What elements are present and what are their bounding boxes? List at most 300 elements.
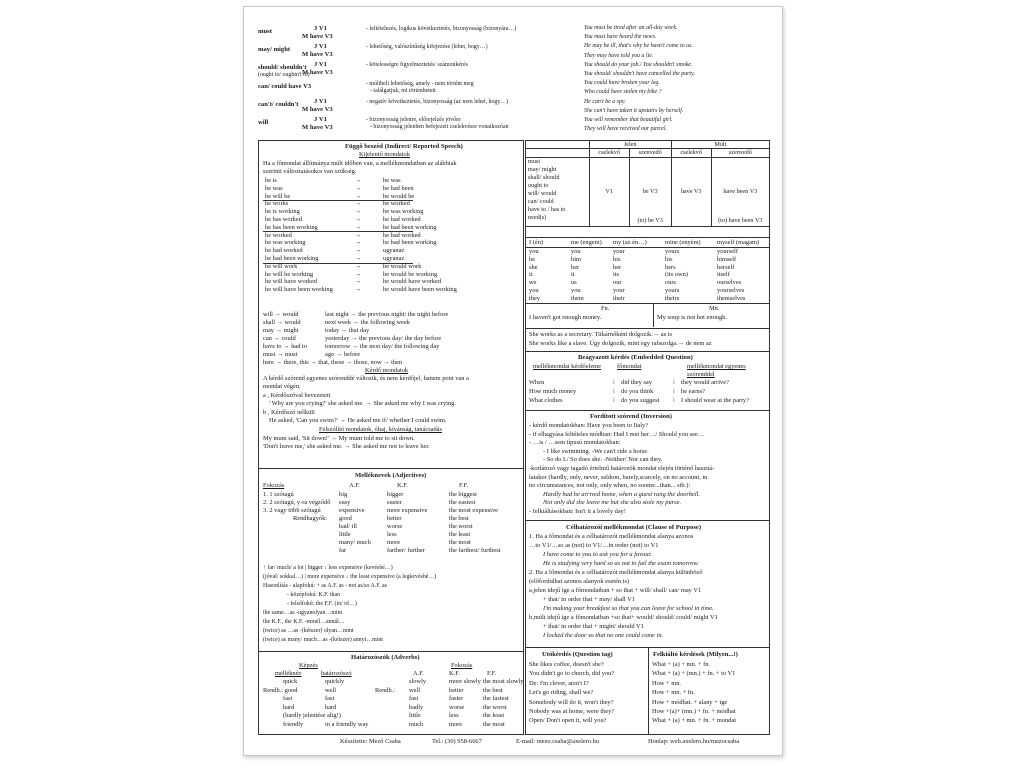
- pronoun-cell: your: [613, 287, 625, 294]
- as-example: She works as a secretary. Titkárnőként dolgozik.→ as is: [529, 331, 672, 338]
- purpose-line: (előfordulhat azonos alanyok esetén is): [529, 578, 630, 585]
- modal-form-value: V1: [605, 188, 613, 196]
- shift-from: he will have worked: [265, 278, 317, 286]
- exclamation-line: How +(a)+ (mn.) + fn. + módhat: [652, 708, 736, 715]
- shift-from: he worked: [265, 231, 292, 239]
- shift-to: he had been working: [383, 239, 437, 247]
- adverb-form: quickly: [325, 678, 345, 685]
- adverb-header: határozószó: [321, 670, 352, 677]
- voice-header: cselekvő: [671, 149, 711, 157]
- as-like-box: [525, 328, 770, 352]
- shift-from: he has worked: [265, 216, 302, 223]
- modal-verb: can/ could have V3: [258, 83, 312, 90]
- adjective-cell: Rendhagyók:: [293, 515, 328, 522]
- modal-name: must: [528, 157, 541, 165]
- adjectives-title: Melléknevek (Adjectives): [355, 472, 427, 479]
- exclamation-line: How + mn. + fn.: [652, 689, 695, 697]
- modal-form: M have V3: [302, 32, 333, 40]
- purpose-box: [525, 520, 770, 648]
- modal-name: can/ could: [528, 197, 554, 205]
- pronoun-cell: you: [529, 248, 539, 255]
- adverb-header: melléknév: [275, 670, 302, 677]
- adverb-comparison: better: [449, 686, 464, 694]
- inversion-line: Not only did she leave me but she also stole my purse.: [543, 499, 682, 507]
- embedded-cell: What clothes: [529, 397, 563, 404]
- pronoun-header: I (én): [529, 239, 544, 246]
- adjective-cell: the farthest/ furthest: [449, 547, 501, 554]
- modal-form-bottom: (to) be V3: [637, 216, 663, 224]
- questions-heading: Kérdő mondatok: [365, 367, 409, 374]
- shift-arrow: →: [355, 216, 362, 223]
- tense-header: Jelen: [589, 141, 671, 149]
- adverb-adjective: Rendh.: good: [263, 686, 298, 694]
- adjective-cell: the least: [449, 531, 471, 538]
- pronoun-cell: ours: [665, 279, 677, 287]
- adverb-form: fast: [325, 695, 335, 702]
- exclamation-line: What + (a) + mn. + fn. + mondat: [652, 717, 736, 725]
- adverb-comparison: slowly: [409, 678, 427, 685]
- embedded-header: mellékmondat egyenes szórenddel: [687, 363, 746, 378]
- indirect-speech-title: Függő beszéd (Indirect/ Reported Speech): [345, 143, 463, 150]
- pronoun-box: [525, 237, 770, 329]
- embedded-cell: did they say: [621, 379, 652, 386]
- pronoun-cell: yours: [665, 248, 680, 255]
- shift-to: he had worked: [383, 216, 421, 223]
- modal-shift: must → must: [263, 351, 298, 358]
- modal-name: will/ would: [528, 189, 557, 197]
- pronoun-cell: he: [529, 255, 536, 263]
- adjective-note: ↑ far/ much/ a lot | bigger ↓ less expensive (kevésbé…): [263, 565, 393, 571]
- inversion-line: - …is / …sem típusú mondatokban:: [529, 439, 621, 447]
- shift-from: he will have been working: [265, 286, 333, 294]
- blank-cell: [526, 141, 590, 149]
- imperative-example-1: My mum said, 'Sit down!' → My mum told me to sit down.: [263, 435, 415, 442]
- adjective-comparison-table: [263, 482, 521, 557]
- modal-shift: can → could: [263, 335, 296, 342]
- shift-to: he had been: [383, 184, 414, 192]
- embedded-header: mellékmondat kérdőeleme: [533, 363, 601, 370]
- adverb-comparison: more: [449, 720, 463, 728]
- adjective-note: - felsőfokú: the F.F. (in/ of…): [287, 601, 357, 607]
- shift-arrow: →: [355, 177, 362, 184]
- adjective-cell: worse: [387, 523, 403, 530]
- modal-meaning: - lehetőség, valószínűség kifejezése (lehet, hogy…): [366, 43, 488, 50]
- modal-verb: may/ might: [258, 46, 291, 53]
- embedded-table: [529, 363, 767, 409]
- embedded-question-box: [525, 351, 770, 411]
- adjective-header: Fokozás: [263, 482, 285, 489]
- modal-meaning: - találgatjuk, mi történhetett: [370, 88, 436, 94]
- pronoun-cell: her: [571, 263, 580, 271]
- pronoun-cell: yours: [665, 287, 680, 294]
- purpose-line: b,múlt idejű ige a főmondatban +so that+ would/ should/ could/ might V1: [529, 614, 718, 621]
- enough-noun-example: I haven't got enough money.: [529, 314, 602, 321]
- embedded-separator: ⁞: [673, 388, 675, 395]
- adverb-comparison: more slowly: [449, 678, 481, 685]
- question-tag-line: Let's go riding, shall we?: [529, 689, 594, 697]
- adjective-note: (twice) as …as -(kétszer) olyan…mint: [263, 628, 354, 634]
- adjective-header: K.F.: [397, 482, 408, 489]
- shift-to: he would be: [383, 192, 415, 200]
- footer-website[interactable]: Honlap: web.axelero.hu/mezocsaba: [648, 738, 740, 745]
- tense-shift-list: [263, 177, 519, 297]
- purpose-line: …to V1/…so as (not) to V1/…in order (not) to V1: [529, 542, 659, 549]
- modal-name: ought to: [528, 181, 549, 189]
- indirect-intro-2: szerinti változtatásokra van szükség.: [263, 168, 357, 175]
- embedded-separator: ⁞: [613, 379, 615, 386]
- modal-meaning: - feltételezés, logikus következtetés, bizonyosság (bizonyára…): [366, 25, 517, 32]
- modal-form-cell: [629, 157, 671, 226]
- adjective-cell: more expensive: [387, 507, 428, 514]
- adverbs-fokozas: Fokozás: [451, 662, 473, 669]
- adverb-adjective: (hardly jelentése alig!): [283, 712, 341, 719]
- modal-example: You should do your job./ You shouldn't smoke.: [584, 61, 693, 68]
- modal-example: You will remember that beautiful girl.: [584, 117, 673, 123]
- inversion-line: - So do I./ So does she. -Neither/ Nor can they.: [543, 456, 663, 464]
- pronoun-cell: (its own): [665, 271, 688, 279]
- modal-shift: have to → had to: [263, 343, 308, 350]
- adjective-cell: bad/ ill: [339, 523, 357, 530]
- purpose-title: Célhatározói mellékmondat (Clause of Purpose): [566, 524, 702, 531]
- shift-from: he had been working: [265, 255, 319, 262]
- inversion-line: - if elhagyása feltételes módban: Had I met her…/ Should you see…: [529, 430, 705, 438]
- time-shift: today → that day: [325, 327, 370, 334]
- enough-adj-example: My soup is not hot enough.: [657, 314, 727, 321]
- pronoun-cell: we: [529, 279, 537, 287]
- adverb-adjective: quick: [283, 678, 298, 685]
- pronoun-header: myself (magam): [717, 239, 760, 246]
- pronoun-table: [529, 239, 767, 325]
- modal-form-value: be V3: [642, 188, 658, 196]
- modal-verb: should/ shouldn't: [258, 64, 307, 71]
- purpose-line: I'm making your breakfast so that you can leave for school in time.: [543, 605, 714, 612]
- indirect-intro-1: Ha a főmondat állítmánya múlt időben van, a mellékmondatban az alábbiak: [263, 160, 457, 167]
- adverb-header: K.F.: [449, 670, 460, 677]
- shift-from: he is: [265, 177, 277, 184]
- adverb-form: in a friendly way: [325, 720, 369, 728]
- adjective-cell: the most expensive: [449, 507, 498, 514]
- time-shift: last night → the previous night/ the night before: [325, 311, 449, 318]
- footer-author: Készítette: Mező Csaba: [340, 738, 401, 745]
- modal-form: M have V3: [302, 50, 333, 58]
- inversion-line: -korlátozó vagy tagadó értelmű határozók mondat elején történő haszná-: [529, 465, 715, 472]
- pronoun-cell: they: [529, 294, 541, 302]
- adjective-cell: bigger: [387, 491, 404, 498]
- shift-to: he would be working: [383, 270, 438, 278]
- like-example: She works like a slave. Úgy dolgozik, mint egy rabszolga.→ de nem az: [529, 340, 712, 347]
- inversion-line: - felkiáltásokban: Isn't it a lovely day!: [529, 508, 626, 515]
- shift-to: ugyanaz: [383, 255, 405, 262]
- embedded-header: főmondat: [617, 363, 642, 370]
- purpose-line: + that/ in order that + may/ shall V1: [543, 596, 635, 603]
- imperative-example-2: 'Don't leave me,' she asked me. → She asked me not to leave her.: [263, 443, 430, 450]
- purpose-lines: [529, 533, 767, 645]
- purpose-line: + that/ in order that + might/ should V1: [543, 623, 644, 630]
- tense-header: Múlt: [671, 141, 769, 149]
- shift-from: he is working: [265, 208, 300, 216]
- embedded-cell: do you think: [621, 388, 654, 395]
- adjective-cell: little: [339, 531, 351, 538]
- exclamation-line: How + mn.: [652, 679, 681, 687]
- adjective-cell: many/ much: [339, 539, 371, 546]
- adverb-comparison: the best: [483, 686, 503, 694]
- question-tag-box: [525, 647, 649, 735]
- question-type-b-example: He asked, 'Can you swim?' → He asked me if/ whether I could swim.: [269, 417, 447, 424]
- adjectives-box: [258, 468, 524, 652]
- here-there-line: here → there, this → that, these → those, now → then: [263, 359, 403, 366]
- pronoun-cell: herself: [717, 263, 735, 271]
- modal-name: have to / has to: [528, 205, 566, 213]
- adjective-comparison-notes: [263, 565, 521, 649]
- modal-form: J V1: [314, 61, 327, 68]
- inversion-title: Fordított szórend (Inversion): [590, 413, 672, 420]
- adverb-comparison: the least: [483, 712, 505, 719]
- blank-cell: [526, 149, 590, 157]
- pronoun-header: mine (enyém): [665, 239, 701, 246]
- modal-form: J V1: [314, 25, 327, 32]
- adjective-note: - középfokú: K.F. than: [287, 592, 341, 598]
- purpose-line: a,jelen idejű ige a főmondatban + so that + will/ shall/ can/ may V1: [529, 587, 702, 594]
- purpose-line: I have come to you to ask you for a favour.: [543, 551, 652, 558]
- pronoun-cell: us: [571, 279, 577, 287]
- time-shift: yesterday → the previous day/ the day before: [325, 335, 442, 342]
- modal-form: M have V3: [302, 105, 333, 113]
- imperative-heading: Felszólító mondatok, óhaj, kívánság, tanácsadás: [319, 426, 442, 433]
- modal-example: He may be ill, that's why he hasn't come to us.: [584, 43, 693, 50]
- pronoun-cell: themselves: [717, 294, 746, 302]
- enough-divider: [526, 303, 769, 304]
- pronoun-header: my (az én…): [613, 239, 647, 246]
- shift-arrow: →: [355, 200, 362, 208]
- shift-to: he worked: [383, 200, 410, 208]
- voice-header: szenvedő: [629, 149, 671, 157]
- modal-examples: [584, 25, 774, 137]
- adverb-adjective: friendly: [283, 720, 304, 728]
- question-tag-line: You didn't go to church, did you?: [529, 670, 615, 678]
- footer-email[interactable]: E-mail: mezo.csaba@axelero.hu: [516, 738, 600, 745]
- modal-form-cell: [711, 157, 769, 226]
- pronoun-cell: it: [529, 271, 533, 279]
- adjective-cell: the most: [449, 539, 471, 546]
- exclamation-line: What + (a) + (mn.) + fn. + to V1: [652, 670, 736, 678]
- adverb-comparison: well: [409, 686, 421, 694]
- pronoun-cell: its: [613, 271, 620, 279]
- shift-from: he has been working: [265, 223, 318, 231]
- embedded-separator: ⁞: [673, 397, 675, 404]
- shift-from: he was: [265, 184, 283, 192]
- modal-meaning: - kötelességre figyelmeztetés/ számonkérés: [366, 61, 468, 68]
- adverb-comparison: the fastest: [483, 695, 509, 702]
- adjective-cell: big: [339, 491, 348, 498]
- embedded-cell: he earns?: [681, 388, 705, 395]
- modal-perfect-section: [258, 25, 578, 137]
- pronoun-cell: her: [613, 263, 622, 271]
- embedded-cell: When: [529, 379, 545, 386]
- exclamation-title: Felkiáltó kérdések (Milyen...!): [653, 651, 738, 658]
- modal-meaning: - negatív következtetés, bizonyosság (az nem lehet, hogy…): [366, 98, 509, 105]
- purpose-line: I locked the door so that no one could come in.: [543, 632, 664, 639]
- pronoun-cell: she: [529, 263, 538, 271]
- adverbs-title: Határozószók (Adverbs): [351, 654, 420, 661]
- embedded-separator: ⁞: [613, 388, 615, 395]
- question-tag-line: Somebody will do it, won't they?: [529, 698, 614, 706]
- adjective-header: F.F.: [459, 482, 469, 489]
- adjective-cell: the biggest: [449, 491, 477, 498]
- modal-meaning: - múltbeli lehetőség, amely - nem történt meg: [366, 80, 474, 87]
- question-tag-lines: [529, 661, 647, 731]
- shift-from: he had worked: [265, 247, 303, 255]
- adverb-header: A.F.: [413, 670, 424, 677]
- grammar-sheet: [243, 6, 783, 756]
- time-shift: next week → the following week: [325, 319, 411, 326]
- modal-form-cell: [671, 157, 711, 226]
- modal-shift-list: [263, 311, 519, 361]
- modal-form-value: have V3: [680, 188, 702, 196]
- time-shift: tomorrow → the next day/ the following day: [325, 343, 440, 350]
- inversion-lines: [529, 422, 767, 518]
- shift-arrow: →: [355, 270, 362, 278]
- adjective-cell: easy: [339, 499, 351, 506]
- adjective-cell: easier: [387, 499, 402, 506]
- modal-verb: can't/ couldn't: [258, 101, 299, 108]
- pronoun-cell: you: [571, 248, 581, 255]
- shift-from: he works: [265, 200, 289, 208]
- shift-to: he would work: [383, 262, 422, 270]
- modal-name: shall/ should: [528, 173, 560, 181]
- shift-from: he will be working: [265, 270, 314, 278]
- adverbs-kepzes: Képzés: [299, 662, 318, 669]
- adverb-comparison: Rendh.:: [375, 686, 396, 694]
- pronoun-cell: you: [571, 287, 581, 294]
- shift-arrow: →: [355, 255, 362, 262]
- enough-noun-label: Fn.: [601, 305, 610, 312]
- modal-example: You could have broken your leg.: [584, 80, 660, 87]
- pronoun-cell: himself: [717, 255, 737, 263]
- adverb-comparison: the worst: [483, 703, 507, 711]
- shift-arrow: →: [355, 231, 362, 239]
- adjective-header: A.F.: [349, 482, 360, 489]
- shift-to: he had worked: [383, 231, 421, 239]
- exclamation-box: [648, 647, 770, 735]
- shift-from: he will be: [265, 192, 291, 200]
- pronoun-cell: our: [613, 279, 622, 287]
- adjective-note: the K.F., the K.F. -minél…annál…: [263, 619, 345, 625]
- adverb-comparison: the most: [483, 720, 505, 728]
- pronoun-cell: their: [613, 294, 625, 302]
- adverb-comparison: fast: [409, 695, 419, 702]
- adjective-cell: far: [339, 547, 347, 554]
- pronoun-cell: itself: [717, 271, 730, 279]
- indirect-speech-box: [258, 140, 524, 469]
- pronoun-cell: them: [571, 294, 584, 302]
- modal-example: Who could have stolen my bike ?: [584, 89, 662, 96]
- modal-form: M have V3: [302, 68, 333, 76]
- embedded-cell: they would arrive?: [681, 379, 729, 386]
- adverb-form: well: [325, 686, 337, 694]
- modal-name: may/ might: [528, 165, 557, 173]
- inversion-line: Hardly had he arrived home, when a guest rang the doorbell.: [543, 490, 701, 498]
- adverb-comparison: badly: [409, 703, 424, 711]
- modal-shift: may → might: [263, 327, 299, 334]
- indirect-statement-heading: Kijelentő mondatok: [359, 151, 410, 158]
- modal-form: J V1: [314, 116, 327, 123]
- question-type-b: b , Kérdőszó nélküli: [263, 409, 315, 416]
- modal-example: She can't have taken it upstairs by herself.: [584, 107, 684, 114]
- adverb-comparison: much: [409, 720, 424, 728]
- embedded-cell: do you suggest: [621, 397, 660, 404]
- modal-meaning: - bizonyosság jelenre, előrejelzés jövőre: [366, 116, 461, 123]
- adjective-cell: expensive: [339, 507, 365, 514]
- purpose-line: 1. Ha a főmondat és a célhatározói mellékmondat alanya azonos: [529, 533, 694, 540]
- exclamation-line: How + módhat. + alany + ige: [652, 698, 728, 706]
- pronoun-cell: hers: [665, 263, 676, 271]
- enough-adj-label: Mn.: [709, 305, 720, 312]
- adjective-cell: the easiest: [449, 499, 476, 506]
- embedded-cell: How much money: [529, 388, 577, 395]
- shift-to: he would have worked: [383, 278, 442, 286]
- modal-verb: will: [258, 119, 269, 126]
- question-tag-line: De: I'm clever, aren't I?: [529, 679, 589, 687]
- adjective-cell: better: [387, 515, 402, 522]
- adjective-cell: 1. 1 szótagú: [263, 491, 294, 498]
- adjective-note: (twice) as many/ much…as -(kétszer) annyi…mint: [263, 637, 383, 643]
- pronoun-cell: your: [613, 248, 625, 255]
- pronoun-cell: it: [571, 271, 575, 279]
- pronoun-cell: him: [571, 255, 581, 263]
- pronoun-cell: theirs: [665, 294, 680, 302]
- shift-to: he was: [383, 177, 401, 184]
- embedded-separator: ⁞: [613, 397, 615, 404]
- pronoun-cell: ourselves: [717, 279, 742, 287]
- adjective-cell: good: [339, 515, 352, 522]
- modal-tense-grid: [525, 140, 770, 227]
- modal-form: J V1: [314, 43, 327, 50]
- shift-arrow: →: [355, 223, 362, 231]
- inversion-box: [525, 410, 770, 521]
- modal-meaning: - bizonyosság jelenben befejezett cselekvésre vonatkozóan: [370, 124, 509, 130]
- question-type-a-example: ' Why are you crying?' she asked me. → She asked me why I was crying.: [269, 400, 456, 407]
- shift-arrow: →: [355, 278, 362, 286]
- questions-text-1: A kérdő szórend egyenes szórenddé változik, és nem kérdőjel, hanem pont van a: [263, 375, 469, 382]
- adverb-form: hard: [325, 703, 337, 711]
- modal-example: You must have heard the news.: [584, 34, 657, 41]
- adjective-note: the same…as -ugyanolyan…mint: [263, 610, 343, 616]
- shift-from: he was working: [265, 239, 306, 247]
- adverb-table: [263, 670, 524, 732]
- adverb-comparison: the most slowly: [483, 678, 524, 685]
- modal-form: M have V3: [302, 123, 333, 131]
- adjective-cell: the best: [449, 515, 469, 522]
- shift-to: he would have been working: [383, 286, 457, 294]
- shift-to: ugyanaz: [383, 247, 405, 255]
- question-type-a: a , Kérdőszóval bevezetett: [263, 392, 331, 399]
- enough-vertical: [653, 303, 654, 327]
- adjective-note: (jóval/ sokkal…) | more expensive ↓ the least expensive (a legkevésbé…): [263, 574, 437, 580]
- question-tag-line: She likes coffee, doesn't she?: [529, 661, 604, 668]
- modal-form-value: have been V3: [723, 188, 758, 196]
- shift-arrow: →: [355, 239, 362, 247]
- modal-form: J V1: [314, 98, 327, 105]
- adjective-cell: 2. 2 szótagú, y-ra végződő: [263, 499, 331, 506]
- footer-phone: Tel.: (30) 958-6667: [432, 738, 482, 745]
- inversion-line: - kérdő mondatokban: Have you been to Italy?: [529, 422, 649, 429]
- exclamation-line: What + (a) + mn. + fn.: [652, 661, 711, 668]
- modal-verb: must: [258, 28, 272, 35]
- shift-arrow: →: [355, 192, 362, 200]
- shift-from: he will work: [265, 262, 298, 270]
- shift-to: he was working: [383, 208, 424, 216]
- purpose-line: He is studying very hard so as not to fail the exam tomorrow.: [543, 560, 699, 567]
